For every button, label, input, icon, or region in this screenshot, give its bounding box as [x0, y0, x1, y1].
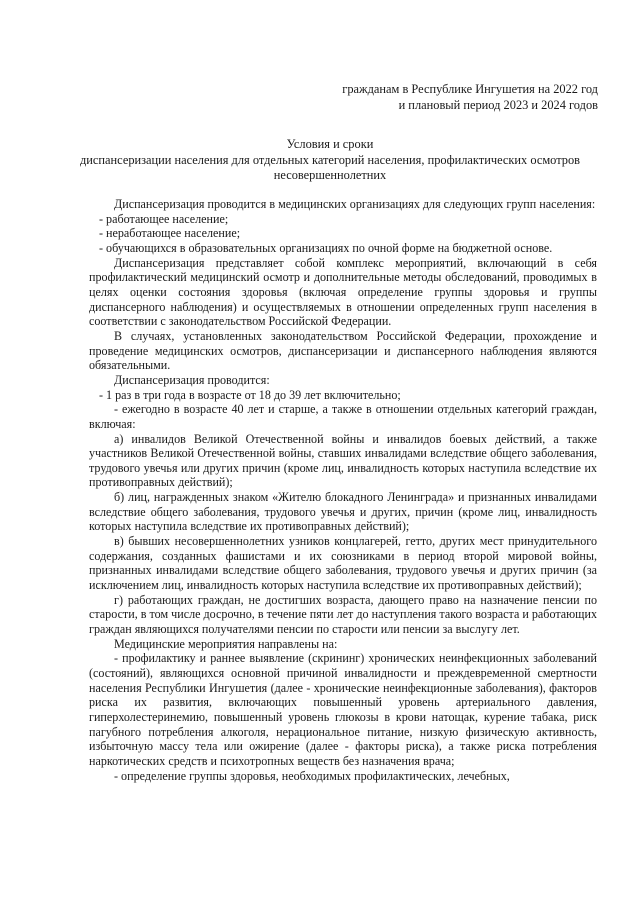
title-line-3: несовершеннолетних	[273, 168, 387, 182]
list-item: - работающее население;	[99, 211, 229, 226]
header-line-1: гражданам в Республике Ингушетия на 2022 год	[342, 82, 598, 96]
paragraph: в) бывших несовершеннолетних узников концлагерей, гетто, других мест принудительного содержания, созданных фашистами и их союзниками в период второй мировой войны, признанных инвалидами вследствие общего заболевания, трудового увечья и других причин (за исключением лиц, инвалидность которых наступила вследствие их противоправных действий);	[89, 534, 597, 593]
title-line-2: диспансеризации населения для отдельных категорий населения, профилактических осмотров	[79, 152, 581, 167]
title-line-1: Условия и сроки	[286, 137, 374, 151]
header-line-2: и плановый период 2023 и 2024 годов	[398, 97, 598, 112]
list-item: - обучающихся в образовательных организациях по очной форме на бюджетной основе.	[99, 240, 553, 255]
paragraph: - определение группы здоровья, необходимых профилактических, лечебных,	[114, 768, 510, 783]
document-header	[342, 82, 598, 113]
paragraph: б) лиц, награжденных знаком «Жителю блокадного Ленинграда» и признанных инвалидами вследствие общего заболевания, трудового увечья и других, причин (кроме лиц, инвалидность которых наступила вследствие их противоправных действий);	[89, 490, 597, 534]
list-item: - 1 раз в три года в возрасте от 18 до 39 лет включительно;	[99, 387, 401, 402]
paragraph: Диспансеризация представляет собой комплекс мероприятий, включающий в себя профилактический медицинский осмотр и дополнительные методы обследований, проводимых в целях оценки состояния здоровья (включая определение группы здоровья и группы диспансерного наблюдения) и осуществляемых в отношении определенных групп населения в соответствии с законодательством Российской Федерации.	[89, 255, 597, 329]
paragraph: Медицинские мероприятия направлены на:	[114, 636, 338, 651]
document-title	[60, 137, 600, 184]
paragraph: Диспансеризация проводится:	[114, 372, 270, 387]
document-body	[89, 197, 597, 783]
paragraph: В случаях, установленных законодательством Российской Федерации, прохождение и проведение медицинских осмотров, диспансеризации и диспансерного наблюдения являются обязательными.	[89, 328, 597, 373]
paragraph: - ежегодно в возрасте 40 лет и старше, а также в отношении отдельных категорий граждан, включая:	[89, 402, 597, 431]
paragraph: а) инвалидов Великой Отечественной войны и инвалидов боевых действий, а также участников Великой Отечественной войны, ставших инвалидами вследствие общего заболевания, трудового увечья или других причин (кроме лиц, инвалидность которых наступила вследствие их противоправных действий);	[89, 431, 597, 490]
paragraph: - профилактику и раннее выявление (скрининг) хронических неинфекционных заболеваний (состояний), являющихся основной причиной инвалидности и преждевременной смертности населения Республики Ингушетия (далее - хронические неинфекционные заболевания), факторов риска их развития, включающих повышенный уровень артериального давления, гиперхолестеринемию, повышенный уровень глюкозы в крови натощак, курение табака, риск пагубного потребления алкоголя, нерациональное питание, низкую физическую активность, избыточную массу тела или ожирение (далее - факторы риска), а также риска потребления наркотических средств и психотропных веществ без назначения врача;	[89, 651, 597, 768]
list-item: - неработающее население;	[99, 226, 241, 241]
paragraph: Диспансеризация проводится в медицинских организациях для следующих групп населения:	[114, 197, 596, 211]
paragraph: г) работающих граждан, не достигших возраста, дающего право на назначение пенсии по старости, в том числе досрочно, в течение пяти лет до наступления такого возраста и работающих граждан являющихся получателями пенсии по старости или пенсии за выслугу лет.	[89, 592, 597, 637]
